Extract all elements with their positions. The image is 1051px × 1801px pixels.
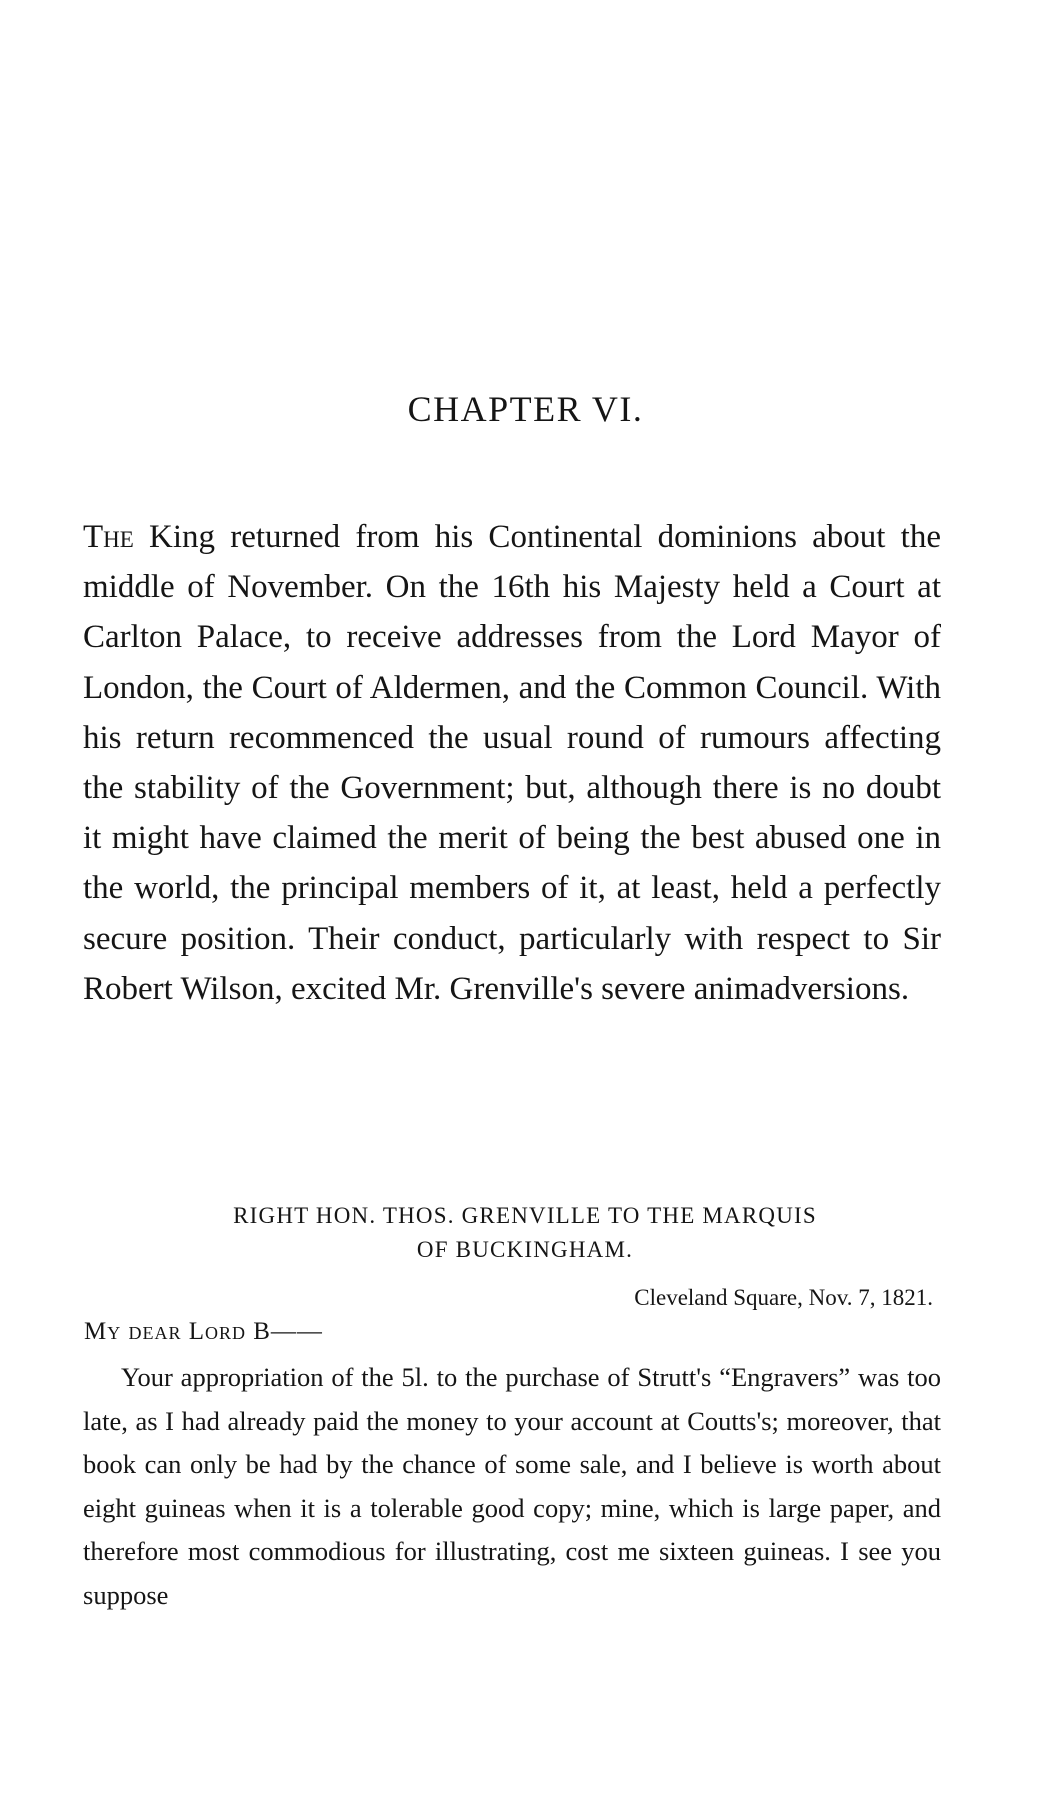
narrative-lead-word: The <box>83 519 134 555</box>
letter-dateline: Cleveland Square, Nov. 7, 1821. <box>634 1285 933 1310</box>
letter-heading-line-2: OF BUCKINGHAM. <box>416 1237 634 1262</box>
chapter-title: CHAPTER VI. <box>407 389 644 429</box>
letter-body <box>83 1356 941 1617</box>
letter-salutation: My dear Lord B—— <box>84 1318 323 1345</box>
narrative-text: King returned from his Continental dominions about the middle of November. On the 16th his Majesty held a Court at Carlton Palace, to receive addresses from the Lord Mayor of London, the Court of Aldermen, and the Common Council. With his return recommenced the usual round of rumours affecting the stability of the Government; but, although there is no doubt it might have claimed the merit of being the best abused one in the world, the principal members of it, at least, held a perfectly secure position. Their conduct, particularly with respect to Sir Robert Wilson, excited Mr. Grenville's severe animadversions. <box>83 519 941 1007</box>
narrative-paragraph <box>83 512 941 1014</box>
letter-body-text: Your appropriation of the 5l. to the purchase of Strutt's “Engravers” was too late, as I had already paid the money to your account at Coutts's; moreover, that book can only be had by the chance of some sale, and I believe is worth about eight guineas when it is a tolerable good copy; mine, which is large paper, and therefore most commodious for illustrating, cost me sixteen guineas. I see you suppose <box>83 1362 941 1610</box>
letter-heading-line-1: RIGHT HON. THOS. GRENVILLE TO THE MARQUIS <box>233 1203 817 1228</box>
letter-heading <box>100 1199 950 1267</box>
